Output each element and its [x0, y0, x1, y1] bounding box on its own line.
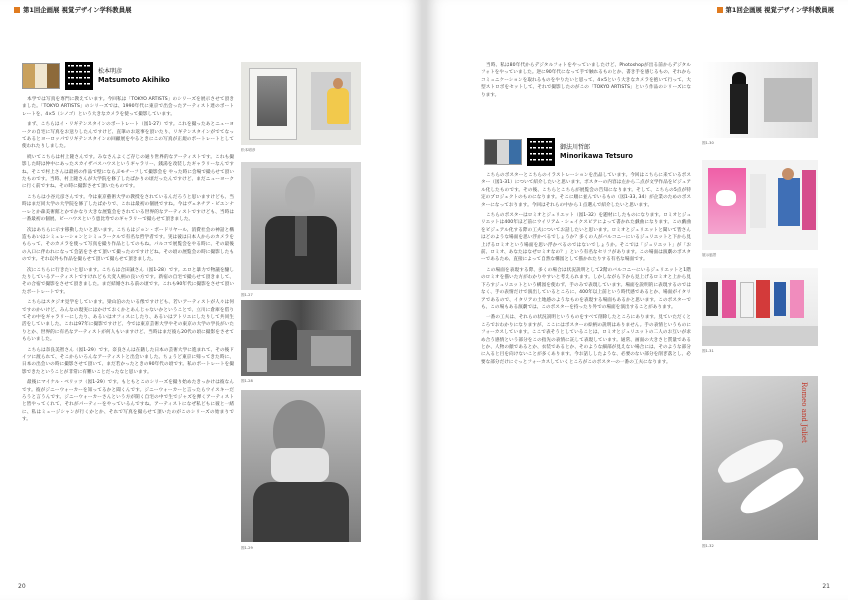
author-block	[484, 138, 633, 166]
article-body	[22, 96, 234, 572]
photo-exhibition-posters	[702, 160, 818, 250]
photo-bw-portrait	[241, 162, 361, 290]
poster-title: Romeo and Juliet	[800, 382, 808, 443]
paragraph: まず、こちらはイ・リギテンスタインのポートレート（図1-27）です。これを撮ったあとニューヨークの自宅に写真をお送りしたんですけど、直筆のお返事を頂いたり、リギテンスタインがでてなってあるとヨーロッパでリギテンスタインの回顧展をやるときにこの写真が正規のポートレートとして使われたりしました。	[22, 122, 234, 150]
paragraph: 続いてこちらは村上隆さんです。みなさんよくご存じの通り世界的なアーティストです。これも撮影した時は仲中にあったスカイザバスハウスというギャラリー、銭湯を改装したギャラリーなんですね。そこで村上さんは最初の作品で壁にならぶモチーフして撮影会を やった時に会場で撮らせて頂いたものです。当時、村上隆さんが大学院を修了したばかりの頃だったんですけど、まだニューヨークに行く前ですね。その時に撮影させて頂いたものです。	[22, 154, 234, 190]
intro-text	[481, 62, 691, 114]
page-number: 21	[822, 583, 830, 590]
photo-gallery-portrait	[241, 62, 361, 145]
paragraph: こちらは奈良美智さん（図1-29）です。奈良さんは在籍した日本の芸術大学に進まれて、その後ドイツに渡られて、そこからいろんなアーティストと出会いました。ちょうど東京に帰ってきた時に、日本の出会いの時に撮影させて頂いて、まだ若かったときの90年代の頃です。私のポートレートを撮影できたということが非常に有難いことだったなと思います。	[22, 347, 234, 375]
figure-caption: 松本明彦	[241, 148, 256, 152]
article-body	[481, 172, 691, 452]
figure-caption: 図1-27	[241, 293, 253, 297]
paragraph: 当時、私は80年代からデジタルフォトをやっていましたけど、Photoshopが出る前からデジタルフォトをやっていました。逆に90年代になって手で触れるものとか、書き手を感じるもの、それからコミュニケーションを取れるものをやりたいと思って、4×5という大きなカメラを抱いて行って、大型ストロボをセットして、それで撮影したのがこの「TOKYO ARTISTS」という作品のシリーズになります。	[481, 63, 691, 98]
author-name-ja: 松本明彦	[98, 68, 123, 75]
paragraph: こちらは小谷元彦さんです。今は東京藝術大学の教授をされているんだろうと思いますけども、当時はまだ同大学の大学院を修了したばかりで、これは最初の個展ですね。今はヴェネチア・ビエンナーレとか森美術館とかでかなり大きな展覧会をされている世界的なアーティストですけども、当時は一番最初の個展、ビーハウスという恵比寿でのギャラリーで撮らせて頂きました。	[22, 194, 234, 223]
paragraph: この場面を表現する際、多くの場合は状況説明として2階のバルコニーにいるジュリエットと1階のロミオを描いた方がわかりやすいと考えられます。しかしながら下から見上げるロミオと上から見下ろすジュリエットという構図を使わず、手のみで表現しています。場面を説明的に表現するのではなく、手の表情だけで演出しているところに、400年以上前という時代感であるとか、場面がイタリアであるので、イタリアの土地感のようなものを表現する場面もあるかと思います。このポスターでも、この場もある演劇では、このポスターを持ったり外での場面を演出することがあります。	[481, 267, 691, 310]
author-name	[560, 144, 633, 160]
right-page	[426, 0, 848, 600]
left-page	[0, 0, 422, 600]
paragraph: 次にこちらに行きたいと思います。こちらは合田誠さん（図1-28）です。エロと暴力で物議を醸したりしているアーティストですけれども大変人柄の良い方です。新宿の自宅で撮らせて頂きまして、その合宿で撮影をさせて頂きました。まだ結婚される前の頃です。これも90年代に撮影をさせて頂いたポートレートです。	[22, 267, 234, 295]
paragraph: こちらはスタジオ見学をしています。梁山泊のたいる像ですけども、若いアーティストが人々は何ですのかいけど、みんなの現実にはかけておくかとあんじゃないかということで、立川に倉庫を借りてその中をギャラリーにしたり、あるいはオフィスにしたり、あるいはアトリエにしたりして共同生活をしていました。これは97年に撮影ですけど、今では東京芸術大学やその東京の大学の学長がいたりとか、世界的に有名なアーティストが何人もいますけど、当時はまだ彼ら20代の頃に撮影をさせてもらいました。	[22, 300, 234, 343]
figure-caption: 図1-32	[702, 544, 714, 548]
figure-caption: 展示風景	[702, 253, 717, 257]
paragraph: こちらのポスターはロミオとジュリエット（図1-32）を題材にしたものになります。ロミオとジュリエットは400年ほど前にウイリアム・シェイクスピアによって書かれた戯曲になります。この戯曲をビジュアル化する際の工夫についてお話したいと思います。ロミオとジュリエットと聞いて皆さんはどのような場面を思い浮かべるでしょうか？多くの人がバルコニーにいるジュリエットと下から見上げるロミオという場面を思い浮かべるのではないでしょうか。そこでは「ジュリエット」が「お前、ロミオ、あなたはなぜロミオなの？」という有名なセリフがあります。この場面は演劇のポスターであるため、直接によって自然な構図として描かれたりする有名な場面です。	[481, 213, 691, 263]
qr-code	[65, 62, 93, 90]
paragraph: こちらのポスターとこちらのイラストレーションを出品しています。今回はこちらに来ているポスター（図1-31）について紹介したいと思います。ポスターの内容は左から二点が文学作品をビジュアル化したものです。その後、こちらとこちらが展覧会の告知になります。そして、こちらの5点が特定のプロジェクトのものになります。そこに順に並んでいるもの（図1-33, 34）が企業のためのポスターになっております。今回はそれらの中から１点選んで紹介したいと思います。	[481, 173, 691, 208]
author-name-en: Matsumoto Akihiko	[98, 76, 170, 84]
paragraph: 一番の工夫は、それらの状況説明というものをすべて削除したところにあります。見ていただくところでおわかりになりますが、ここにはポスターの絵柄の説明はありません。手の表情というものにフォーカスしています。ここで表そうとしていることは、ロミオとジュリエットの二人のお互いが求め合う感情という部分をこの指先の表情に託して表現しています。通常、画面の大きさと質量であるとか、人物の顔であるとか、衣装であるとか、そのような細部が見えない場合には、そのような部分に入ると目を向けないことが多くあります。今お話ししたような、必要のない部分を削ぎ落とし、必要な部分だけにぐっとフォーカスしていくところがこのポスターの一番の工夫になります。	[481, 315, 691, 365]
figure-caption: 図1-29	[241, 546, 253, 550]
page-header	[14, 5, 131, 14]
author-block	[22, 62, 170, 90]
paragraph: 最後にマイケル・ベリッツ（図1-29）です。もともとこのシリーズを撮り始めたきっかけは彼なんです。彼がジニーウォーカーを知ってるかと聞くんです。ジニーウォーカーと言ったらウイスキーだろうと言うんです。ジニーウォーカーさんという方が開く自宅の中で生でジャズを弾くアーティストと皆やってくれて、それがパーティーをやっているんですね。アーティストになぜ私どもに彼と一緒に、私はミュージシャンが行くかとか、それで写真を撮らせて頂いたのがこのシリーズの始まりです。	[22, 380, 234, 423]
figure-caption: 図1-28	[241, 379, 253, 383]
photo-poster-wall	[702, 268, 818, 346]
figure-caption: 図1-31	[702, 349, 714, 353]
accent-square	[717, 7, 723, 13]
author-name	[98, 68, 170, 84]
photo-romeo-juliet-poster	[702, 376, 818, 540]
header-title: 第1回企画展 視覚デザイン学科教員展	[725, 6, 834, 14]
qr-code	[527, 138, 555, 166]
photo-studio	[241, 300, 361, 376]
paragraph: 次はあちらに示す移動したいと思います。こちらはジョン・ボードリヤール、消費社会の神話と構造もあいはシミュレーションとシミュラークルで有名な哲学者です。実は彼は日本人からのカメラをもらって、そのカメラを使って写真を撮り作品としてのもね。パルコで展覧会をやる時に、その最後の入口に伴われになって会話をさせて頂いて撮ったのですけどね。その頃の展覧会の時に撮影したものです。それ以外も作品を撮らせて頂いて撮らせて頂きました。	[22, 227, 234, 263]
author-name-ja: 御法川哲郎	[560, 144, 591, 151]
figure-caption: 図1-30	[702, 141, 714, 145]
header-title: 第1回企画展 視覚デザイン学科教員展	[23, 6, 132, 14]
photo-harmonica-portrait	[241, 390, 361, 542]
page-header	[717, 5, 834, 14]
photo-artist-hat	[702, 62, 818, 138]
paragraph: 本学では写真を専門に教えています。今回私は「TOKYO ARTISTS」のシリーズを展示させて頂きました。「TOKYO ARTISTS」のシリーズでは、1990年代に東京で出会ったアーティスト達のポートレートを、4×5（シノゴ）という大きなカメラを使って撮影しています。	[22, 97, 234, 117]
video-thumbnail[interactable]	[484, 139, 522, 165]
accent-square	[14, 7, 20, 13]
author-name-en: Minorikawa Tetsuro	[560, 152, 633, 160]
page-number: 20	[18, 583, 26, 590]
video-thumbnail[interactable]	[22, 63, 60, 89]
